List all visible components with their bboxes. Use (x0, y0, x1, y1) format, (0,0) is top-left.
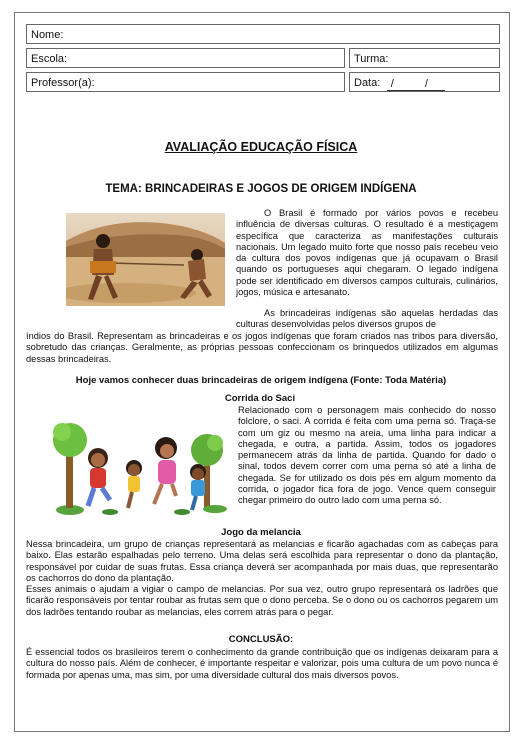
conclusao-heading: CONCLUSÃO: (228, 634, 294, 645)
data-value: / / (387, 78, 445, 91)
corrida-paragraph (238, 405, 496, 507)
data-field[interactable] (349, 72, 500, 92)
melancia-text-1: Nessa brincadeira, um grupo de crianças representará as melancias e ficarão agachadas com as cabeças para baixo. Elas estarão espalhadas pelo terreno. Uma delas será escolhida para representar o dono da plantação, responsável por cuidar de suas frutas. Essa criança deverá ser acompanhada por mais duas, que representarão os cachorros do dono da plantação. (26, 539, 498, 583)
intro-paragraph-2-start (236, 308, 498, 331)
melancia-paragraph (26, 539, 498, 618)
page-title: AVALIAÇÃO EDUCAÇÃO FÍSICA (164, 140, 358, 154)
escola-label: Escola: (31, 53, 68, 65)
intro-paragraph-1 (236, 208, 498, 298)
data-label: Data: (354, 77, 381, 89)
escola-field[interactable] (26, 48, 345, 68)
children-playing-illustration (50, 410, 228, 516)
corrida-heading: Corrida do Saci (224, 393, 296, 404)
conclusao-paragraph (26, 647, 498, 681)
professor-field[interactable] (26, 72, 345, 92)
melancia-text-2: Esses animais o ajudam a vigiar o campo de melancias. Por sua vez, outro grupo representará os ladrões que ficarão responsáveis por tentar roubar as frutas sem que o dono perceba. Se o dono ou os cachorros pegarem um dos ladrões tentando roubar as melancias, eles correm atrás para o pegar. (26, 584, 498, 617)
turma-label: Turma: (354, 53, 389, 65)
worksheet-border (14, 12, 510, 732)
corrida-text: Relacionado com o personagem mais conhecido do nosso folclore, o saci. A corrida é feita com uma perna só. Traça-se com um giz ou mesmo na areia, uma linha para indicar a chegada, e outra, a partida. Assim, todos os jogadores permanecem atrás da linha de partida. Quando for dado o sinal, todos devem correr com uma perna só até a linha de chegada. Se for utilizado os dois pés em algum momento da corrida, o jogador fica fora de jogo. Vence quem conseguir chegar primeiro do outro lado com uma perna só. (238, 405, 496, 506)
nome-field[interactable] (26, 24, 500, 44)
sub-heading: Hoje vamos conhecer duas brincadeiras de origem indígena (Fonte: Toda Matéria) (75, 375, 447, 386)
intro-text-2b: índios do Brasil. Representam as brincadeiras e os jogos indígenas que foram criados nas tribos para diversão, sobretudo das crianças. Geralmente, as próprias pessoas confeccionam os brinquedos utilizados em algumas dessas brincadeiras. (26, 331, 498, 364)
nome-label: Nome: (31, 29, 64, 41)
intro-text-2a: As brincadeiras indígenas são aquelas herdadas das culturas desenvolvidas pelos diversos grupos de (236, 308, 498, 330)
intro-text-1: O Brasil é formado por vários povos e recebeu influência de diversas culturas. O resultado é a mestiçagem específica que caracteriza as manifestações culturais nacionais. Um legado muito forte que nosso país recebeu veio da cultura dos povos indígenas que já ocupavam o Brasil quando os portugueses aqui chegaram. O legado indígena pode ser identificado em diversos campos culturais, culinários, jogos, música e artesanato. (236, 208, 498, 298)
melancia-heading: Jogo da melancia (221, 527, 301, 538)
turma-field[interactable] (349, 48, 500, 68)
conclusao-text: É essencial todos os brasileiros terem o conhecimento da grande contribuição que os indígenas deixaram para a cultura do nosso país. Além de conhecer, é importante respeitar e valorizar, pois uma cultura de um povo nunca é formada por apenas uma, mas sim, por uma diversidade cultural dos mais diversos povos. (26, 647, 498, 680)
professor-label: Professor(a): (31, 77, 95, 89)
tema-heading: TEMA: BRINCADEIRAS E JOGOS DE ORIGEM INDÍGENA (105, 183, 417, 195)
intro-paragraph-2-end (26, 331, 498, 365)
indigenous-children-photo (66, 213, 225, 306)
